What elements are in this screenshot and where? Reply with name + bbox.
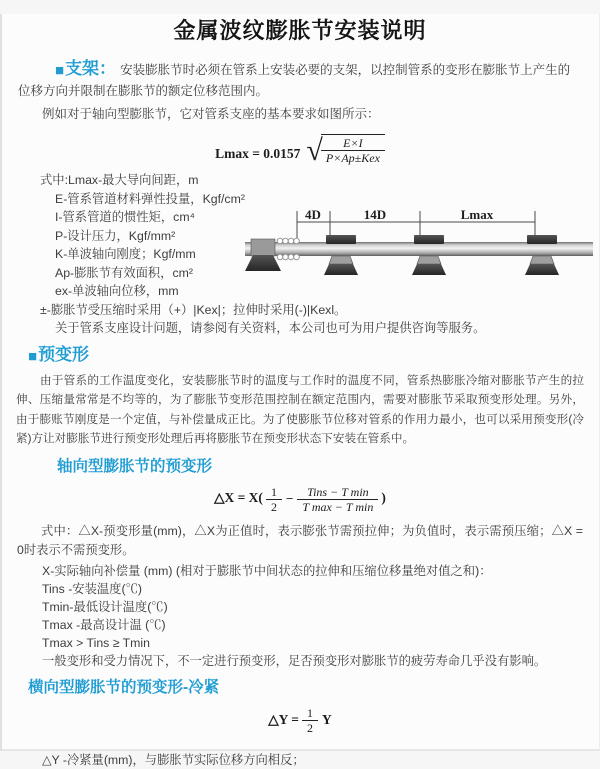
fraction-denominator: P×Ap±Kex	[325, 151, 380, 165]
fraction-denominator: T max − T min	[302, 499, 374, 514]
axial-parameter-list	[42, 562, 582, 670]
list-item: ex-单波轴向位移，mm	[55, 284, 179, 298]
list-item: Tmax -最高设计温 (℃)	[42, 617, 166, 632]
list-item: Ap-膨胀节有效面积，cm²	[55, 265, 193, 280]
preform-heading-label: 预变形	[38, 344, 90, 364]
fraction	[297, 485, 378, 514]
lateral-formula-note: △Y -冷紧量(mm)，与膨胀节实际位移方向相反；	[42, 752, 305, 767]
section-bullet-square-icon: ■	[55, 62, 65, 79]
axial-preform-formula	[0, 485, 600, 514]
fraction-denominator: 2	[306, 720, 313, 735]
list-item: Tins -安装温度(℃)	[42, 581, 142, 596]
fraction	[321, 134, 385, 165]
lateral-preform-heading: 横向型膨胀节的预变形-冷紧	[28, 678, 220, 696]
fraction-numerator: 1	[266, 485, 282, 500]
sqrt-expression	[306, 134, 384, 165]
radical-sign-icon: √	[306, 134, 323, 167]
list-item: I-管系管道的惯性矩，cm⁴	[55, 210, 195, 224]
formula-variable: Y	[321, 711, 332, 727]
support-example-line: 例如对于轴向型膨胀节，它对管系支座的基本要求如图所示：	[42, 107, 380, 121]
support-design-note: 关于管系支座设计问题，请参阅有关资料，本公司也可为用户提供咨询等服务。	[55, 321, 486, 335]
list-item: 一般变形和受力情况下，不一定进行预变形，足否预变形对膨胀节的疲劳寿命几乎没有影响。	[42, 653, 547, 668]
axial-formula-explanation: 式中：△X-预变形量(mm)，△X为正值时，表示膨张节需预拉伸；为负值时，表示需预压缩；△X = 0时表示不需预变形。	[17, 523, 583, 557]
support-heading-label: 支架：	[65, 59, 117, 78]
list-item: E-管系管道材料弹性投量，Kgf/cm²	[55, 191, 245, 206]
list-item: Tmax > Tins ≥ Tmin	[42, 635, 150, 650]
fraction-denominator: 2	[270, 499, 277, 514]
lateral-preform-formula	[0, 706, 600, 735]
formula-lhs: △X = X(	[214, 489, 263, 505]
fraction-numerator: E×I	[321, 136, 385, 151]
fraction	[302, 706, 318, 735]
axial-preform-heading: 轴向型膨胀节的预变形	[57, 457, 213, 475]
section-heading-support	[55, 59, 116, 78]
formula-lhs: Lmax = 0.0157	[215, 146, 301, 161]
fraction-numerator: Tins − T min	[297, 485, 378, 500]
dimension-label-14d: 14D	[363, 207, 387, 222]
section-heading-preform	[28, 345, 582, 367]
list-item: Tmin-最低设计温度(℃)	[42, 599, 168, 614]
dimension-label-lmax: Lmax	[460, 207, 494, 222]
minus-sign: −	[285, 491, 294, 506]
list-item: ±-膨胀节受压缩时采用（+）|Kex|；拉伸时采用(-)|Kexl。	[40, 302, 347, 317]
page-title: 金属波纹膨胀节安装说明	[173, 18, 427, 43]
guide-spacing-formula	[0, 134, 600, 165]
document-page	[0, 14, 600, 767]
formula-lhs: △Y =	[268, 711, 299, 727]
fraction	[266, 485, 282, 514]
pipe-support-diagram	[243, 207, 597, 299]
closing-paren: )	[381, 489, 386, 505]
list-item: 式中:Lmax-最大导向间距，m	[40, 173, 199, 187]
fraction-numerator: 1	[302, 706, 318, 721]
list-item: P-设计压力，Kgf/mm²	[55, 228, 176, 243]
list-item: X-实际轴向补偿量 (mm) (相对于膨胀节中间状态的拉伸和压缩位移量绝对值之和)：	[42, 563, 492, 578]
preform-body-paragraph: 由于管系的工作温度变化，安装膨胀节时的温度与工作时的温度不同，管系热膨胀冷缩对膨胀节产生的拉伸、压缩量常常是不均等的，为了膨胀节变形范围控制在额定范围内，需要对膨胀节采取预变形处理。另外，由于膨账节刚度是一个定值，与补偿量成正比。为了使膨胀节位移对管系的作用力最小，也可以采用预变形(冷紧)方让对膨胀节进行预变形处理后再将膨胀节在预变形状态下安装在管系中。	[16, 373, 584, 445]
dimension-label-4d: 4D	[305, 207, 321, 222]
support-intro-text: 安装膨胀节时必须在管系上安装必要的支架，以控制管系的变形在膨胀节上产生的位移方向并限制在膨胀节的额定位移范围内。	[18, 63, 571, 98]
list-item: K-单波轴向刚度；Kgf/mm	[55, 247, 196, 261]
support-intro-paragraph	[18, 58, 582, 102]
section-bullet-square-icon: ■	[28, 347, 38, 365]
